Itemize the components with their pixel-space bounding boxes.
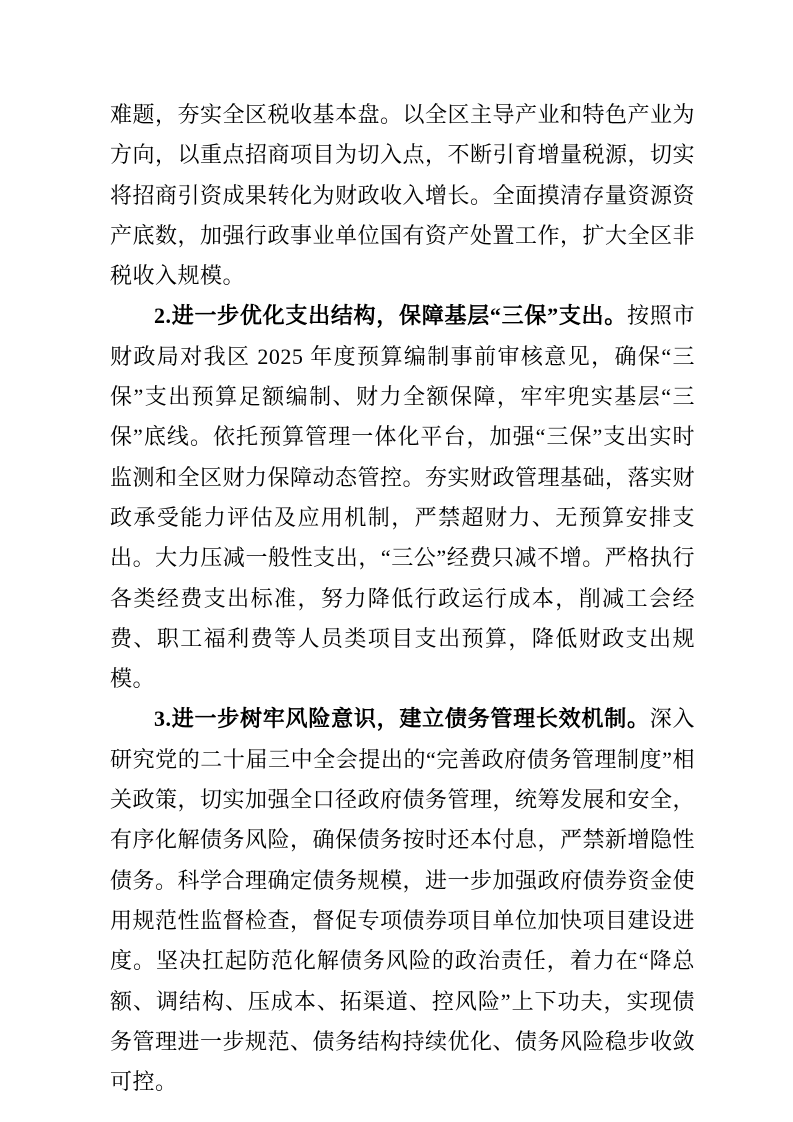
body-run: 按照市财政局对我区 2025 年度预算编制事前审核意见，确保“三保”支出预算足额编制、财力全额保障，牢牢兜实基层“三保”底线。依托预算管理一体化平台，加强“三保”支出实时监测和全区财力保障动态管控。夯实财政管理基础，落实财政承受能力评估及应用机制，严禁超财力、无预算安排支出。大力压减一般性支出，“三公”经费只减不增。严格执行各类经费支出标准，努力降低行政运行成本，削减工会经费、职工福利费等人员类项目支出预算，降低财政支出规模。 (110, 303, 696, 692)
heading-run: 2.进一步优化支出结构，保障基层“三保”支出。 (154, 303, 628, 329)
body-run: 深入研究党的二十届三中全会提出的“完善政府债务管理制度”相关政策，切实加强全口径政府债务管理，统筹发展和安全，有序化解债务风险，确保债务按时还本付息，严禁新增隐性债务。科学合理确定债务规模，进一步加强政府债券资金使用规范性监督检查，督促专项债券项目单位加快项目建设进度。坚决扛起防范化解债务风险的政治责任，着力在“降总额、调结构、压成本、拓渠道、控风险”上下功夫，实现债务管理进一步规范、债务结构持续优化、债务风险稳步收敛可控。 (110, 706, 696, 1095)
body-run: 难题，夯实全区税收基本盘。以全区主导产业和特色产业为方向，以重点招商项目为切入点，不断引育增量税源，切实将招商引资成果转化为财政收入增长。全面摸清存量资源资产底数，加强行政事业单位国有资产处置工作，扩大全区非税收入规模。 (110, 102, 696, 289)
paragraph-debt-management (110, 699, 695, 1102)
paragraph-tax-revenue (110, 95, 695, 296)
paragraph-expenditure-structure (110, 296, 695, 699)
heading-run: 3.进一步树牢风险意识，建立债务管理长效机制。 (154, 706, 650, 732)
document-body (110, 95, 695, 1102)
